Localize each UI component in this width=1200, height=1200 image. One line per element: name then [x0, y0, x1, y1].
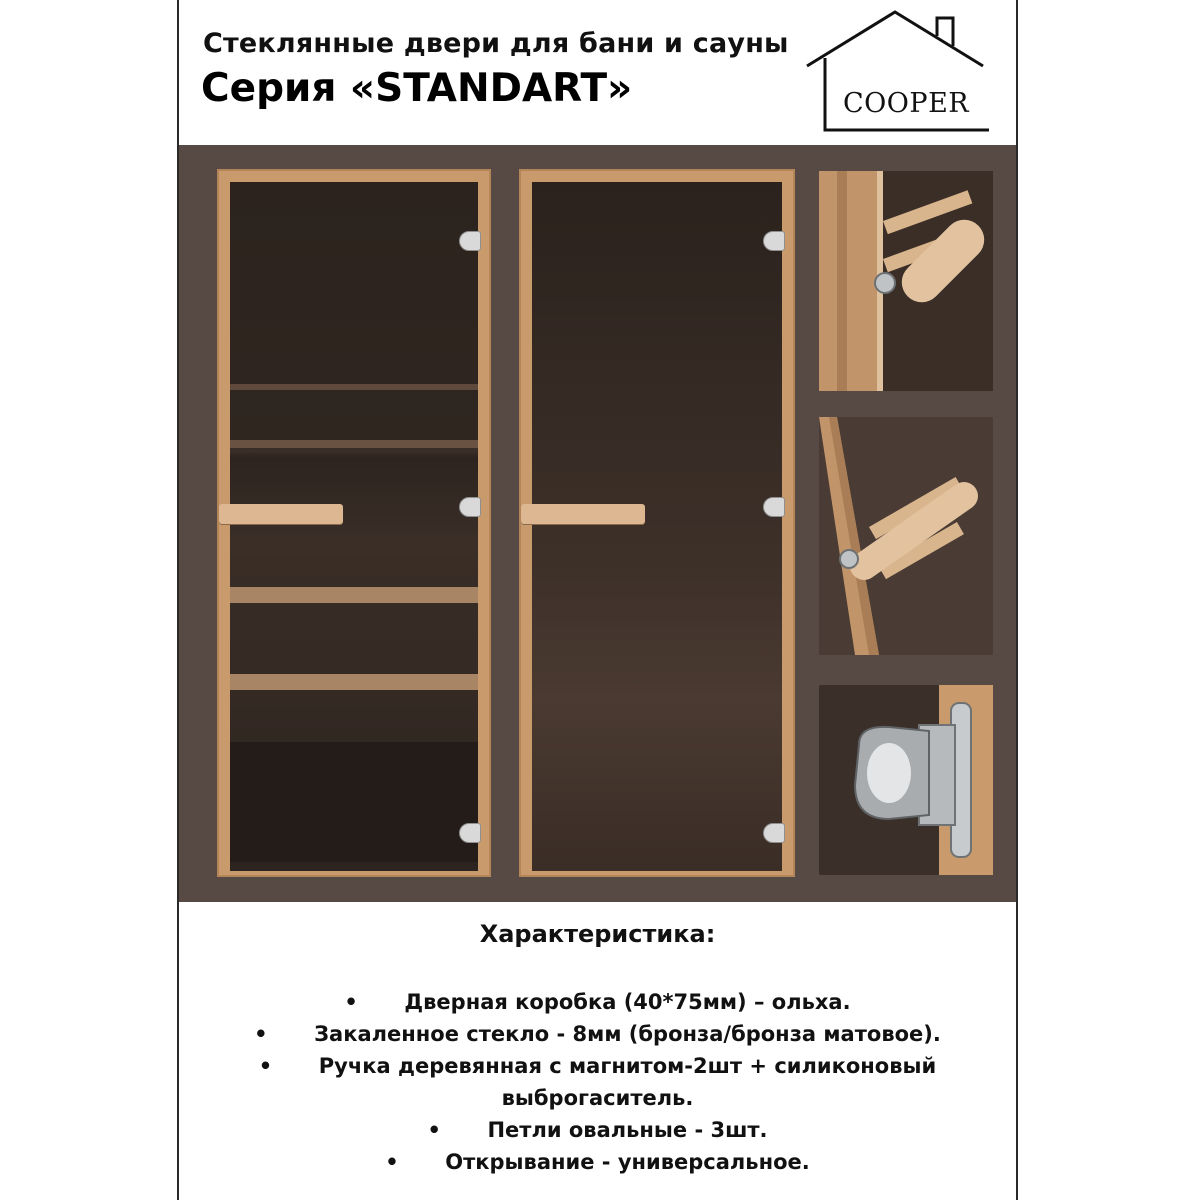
hinge-icon: [459, 823, 481, 843]
spec-text-continued: выброгаситель.: [501, 1086, 694, 1110]
spec-item: [179, 1050, 1016, 1114]
door-glass: [230, 182, 478, 871]
spec-item: [179, 986, 1016, 1018]
series-title: Серия «STANDART»: [201, 66, 633, 111]
product-photo: [179, 145, 1016, 902]
spec-text: Петли овальные - 3шт.: [487, 1118, 768, 1142]
spec-text: Дверная коробка (40*75мм) – ольха.: [404, 990, 851, 1014]
bullet-icon: •: [385, 1150, 399, 1174]
subtitle: Стеклянные двери для бани и сауны: [203, 28, 789, 59]
bullet-icon: •: [258, 1054, 273, 1078]
spec-text: Ручка деревянная с магнитом-2шт + силиконовый: [318, 1054, 937, 1078]
hinge-icon: [459, 231, 481, 251]
wooden-handle: [219, 504, 343, 524]
sauna-bench: [230, 384, 478, 390]
sauna-bench: [230, 587, 478, 603]
handle-closeup-photo: [819, 171, 993, 391]
product-sheet: [177, 0, 1018, 1200]
spec-text: Закаленное стекло - 8мм (бронза/бронза матовое).: [314, 1022, 941, 1046]
bullet-icon: •: [344, 990, 358, 1014]
sauna-floor: [230, 742, 478, 862]
sauna-bench: [230, 674, 478, 690]
hinge-icon: [763, 497, 785, 517]
hinge-icon: [763, 823, 785, 843]
handle-side-photo: [819, 417, 993, 655]
spec-item: [179, 1114, 1016, 1146]
logo-text: COOPER: [843, 88, 970, 119]
hinge-icon: [763, 231, 785, 251]
wooden-handle: [521, 504, 645, 524]
characteristics-heading: Характеристика:: [479, 920, 716, 948]
door-matte-bronze: [519, 169, 795, 877]
sauna-bench: [230, 440, 478, 448]
door-glass: [532, 182, 782, 871]
bullet-icon: •: [254, 1022, 268, 1046]
hinge-closeup-photo: [819, 685, 993, 875]
spec-text: Открывание - универсальное.: [445, 1150, 810, 1174]
door-clear-bronze: [217, 169, 491, 877]
hinge-icon: [459, 497, 481, 517]
bullet-icon: •: [427, 1118, 441, 1142]
spec-list: [179, 986, 1016, 1178]
spec-item: [179, 1146, 1016, 1178]
spec-item: [179, 1018, 1016, 1050]
